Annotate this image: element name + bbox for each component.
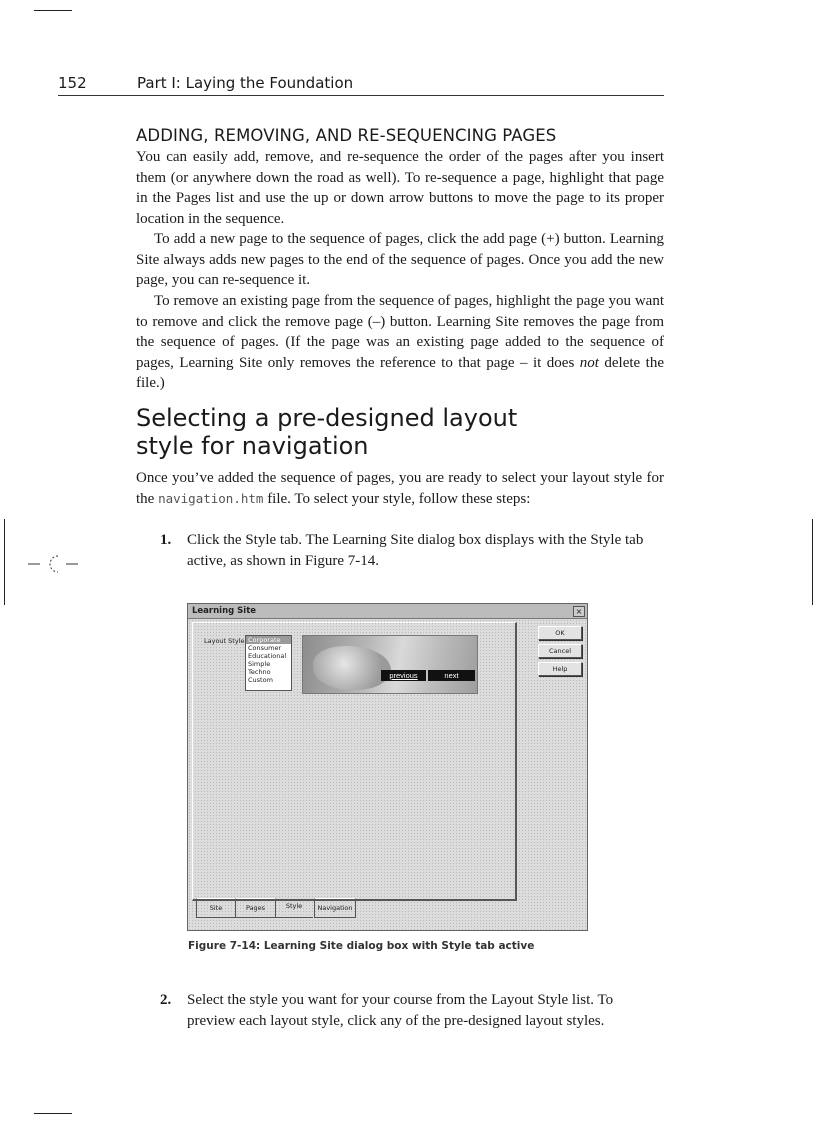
preview-previous-link: previous	[381, 670, 426, 681]
layout-style-option[interactable]: Corporate	[246, 636, 291, 644]
tab-style[interactable]: Style	[275, 897, 313, 918]
subsection-heading	[136, 404, 596, 460]
layout-style-option[interactable]: Techno	[248, 668, 271, 676]
learning-site-dialog-figure	[187, 603, 588, 931]
running-head-title: Part I: Laying the Foundation	[137, 74, 354, 92]
paragraph-3-text: To remove an existing page from the sequence of pages, highlight the page you want to remove and click the remove page (–) button. Learning Site removes the page from the sequence of pages. (If the page was an existing page added to the sequence of pages, Learning Site only removes the reference to that page – it does	[136, 293, 664, 371]
step-text: Click the Style tab. The Learning Site dialog box displays with the Style tab active, as shown in Figure 7-14.	[187, 532, 644, 569]
tab-site[interactable]: Site	[196, 898, 236, 918]
crop-mark-top-left	[34, 10, 72, 11]
step-text: Select the style you want for your course from the Layout Style list. To preview each layout style, click any of the pre-designed layout styles.	[187, 992, 614, 1029]
help-button[interactable]: Help	[538, 662, 582, 676]
preview-next-link: next	[428, 670, 475, 681]
paragraph-3	[136, 291, 664, 394]
figure-caption: Figure 7-14: Learning Site dialog box with Style tab active	[188, 940, 535, 952]
layout-style-label: Layout Style	[204, 637, 245, 645]
layout-style-option[interactable]: Educational	[248, 652, 287, 660]
page-number: 152	[58, 74, 87, 92]
subsection-heading-line-1: Selecting a pre-designed layout	[136, 404, 518, 432]
paragraph-2: To add a new page to the sequence of pages, click the add page (+) button. Learning Site always adds new pages to the end of the sequence of pages. Once you add the new page, you can re-sequence it.	[136, 231, 664, 288]
dialog-title-bar	[188, 604, 587, 619]
layout-preview-image	[302, 635, 478, 694]
emphasis-not: not	[579, 354, 599, 371]
running-head-rule	[58, 95, 664, 96]
intro-paragraph	[136, 468, 664, 509]
step-number: 1.	[160, 532, 172, 548]
dialog-title: Learning Site	[192, 606, 257, 616]
close-icon[interactable]: ×	[573, 606, 585, 617]
registration-mark-icon	[28, 552, 88, 576]
crop-mark-right-side	[812, 519, 813, 605]
layout-style-list[interactable]	[245, 635, 292, 691]
tab-navigation[interactable]: Navigation	[314, 898, 356, 918]
paragraph-3-end: delete the file.)	[136, 354, 664, 391]
crop-mark-bottom-left	[34, 1113, 72, 1114]
step-number: 2.	[160, 992, 172, 1008]
layout-style-option[interactable]: Consumer	[248, 644, 282, 652]
tab-pages[interactable]: Pages	[235, 898, 276, 918]
inline-code-filename: navigation.htm	[158, 490, 264, 506]
section-heading: ADDING, REMOVING, AND RE-SEQUENCING PAGES	[136, 126, 557, 145]
crop-mark-left-side	[4, 519, 5, 605]
layout-style-option[interactable]: Custom	[248, 676, 273, 684]
paragraph-1: You can easily add, remove, and re-sequence the order of the pages after you insert them (or anywhere down the road as well). To re-sequence a page, highlight that page in the Pages list and use the up or down arrow buttons to move the page to its proper location in the sequence.	[136, 149, 664, 227]
ok-button[interactable]: OK	[538, 626, 582, 640]
subsection-heading-line-2: style for navigation	[136, 432, 369, 460]
intro-text: Once you’ve added the sequence of pages, you are ready to select your layout style for the	[136, 470, 664, 507]
intro-text-end: file. To select your style, follow these steps:	[263, 490, 531, 507]
layout-style-option[interactable]: Simple	[248, 660, 271, 668]
preview-photo-hand	[313, 646, 391, 690]
cancel-button[interactable]: Cancel	[538, 644, 582, 658]
